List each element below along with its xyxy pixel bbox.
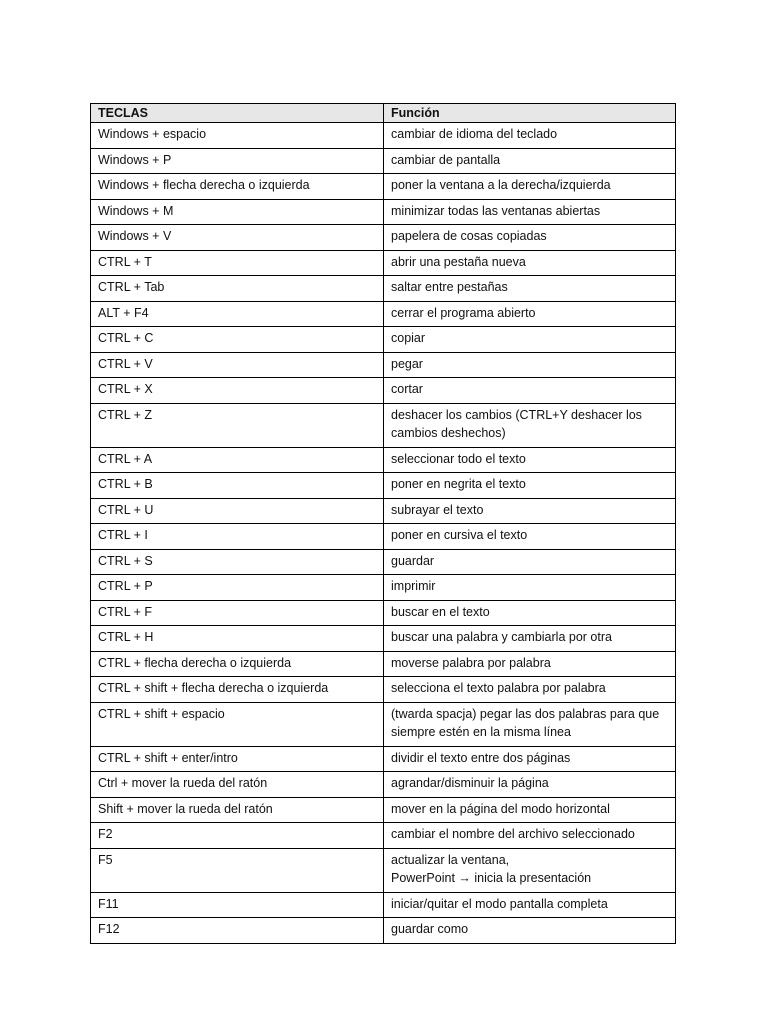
shortcut-keys-cell: Ctrl + mover la rueda del ratón [91,772,384,798]
shortcut-keys-cell: CTRL + shift + enter/intro [91,746,384,772]
shortcut-function-cell: (twarda spacja) pegar las dos palabras para que siempre estén en la misma línea [384,702,676,746]
shortcut-keys-cell: CTRL + V [91,352,384,378]
shortcut-function-cell: mover en la página del modo horizontal [384,797,676,823]
shortcut-keys-cell: CTRL + S [91,549,384,575]
shortcut-function-cell: subrayar el texto [384,498,676,524]
shortcut-keys-cell: CTRL + I [91,524,384,550]
table-row [91,174,676,200]
table-row [91,702,676,746]
table-header-row [91,104,676,123]
shortcut-keys-cell: F2 [91,823,384,849]
table-row [91,677,676,703]
table-row [91,651,676,677]
shortcut-keys-cell: ALT + F4 [91,301,384,327]
shortcut-function-cell: imprimir [384,575,676,601]
header-function: Función [384,104,676,123]
shortcut-function-cell: buscar en el texto [384,600,676,626]
shortcut-keys-cell: Windows + flecha derecha o izquierda [91,174,384,200]
shortcut-keys-cell: Windows + V [91,225,384,251]
table-row [91,746,676,772]
table-row [91,447,676,473]
shortcut-function-cell: moverse palabra por palabra [384,651,676,677]
shortcut-keys-cell: CTRL + F [91,600,384,626]
table-row [91,797,676,823]
table-row [91,626,676,652]
table-row [91,123,676,149]
table-row [91,225,676,251]
table-row [91,199,676,225]
shortcut-function-cell: guardar [384,549,676,575]
shortcut-keys-cell: CTRL + Z [91,403,384,447]
shortcut-function-cell: cambiar de pantalla [384,148,676,174]
table-row [91,498,676,524]
table-row [91,549,676,575]
shortcut-function-cell: minimizar todas las ventanas abiertas [384,199,676,225]
header-keys: TECLAS [91,104,384,123]
table-row [91,352,676,378]
table-row [91,575,676,601]
table-row [91,473,676,499]
shortcut-function-cell: poner en cursiva el texto [384,524,676,550]
shortcut-keys-cell: CTRL + T [91,250,384,276]
table-row [91,892,676,918]
shortcut-keys-cell: Windows + M [91,199,384,225]
shortcut-function-cell: deshacer los cambios (CTRL+Y deshacer los cambios deshechos) [384,403,676,447]
shortcut-function-cell: papelera de cosas copiadas [384,225,676,251]
shortcut-function-cell: copiar [384,327,676,353]
shortcut-keys-cell: CTRL + A [91,447,384,473]
table-row [91,301,676,327]
shortcut-keys-cell: Shift + mover la rueda del ratón [91,797,384,823]
shortcut-function-cell: actualizar la ventana, PowerPoint → inicia la presentación [384,848,676,892]
shortcut-function-cell: guardar como [384,918,676,944]
shortcut-keys-cell: F5 [91,848,384,892]
shortcut-keys-cell: CTRL + Tab [91,276,384,302]
shortcut-keys-cell: CTRL + X [91,378,384,404]
shortcut-keys-cell: CTRL + U [91,498,384,524]
table-row [91,918,676,944]
table-row [91,600,676,626]
shortcut-function-cell: buscar una palabra y cambiarla por otra [384,626,676,652]
shortcut-function-cell: pegar [384,352,676,378]
shortcut-function-cell: cerrar el programa abierto [384,301,676,327]
shortcut-keys-cell: CTRL + flecha derecha o izquierda [91,651,384,677]
table-row [91,250,676,276]
table-row [91,848,676,892]
shortcut-function-cell: cambiar el nombre del archivo seleccionado [384,823,676,849]
shortcut-keys-cell: F11 [91,892,384,918]
table-row [91,823,676,849]
shortcut-function-cell: cambiar de idioma del teclado [384,123,676,149]
table-row [91,772,676,798]
shortcut-keys-cell: CTRL + P [91,575,384,601]
shortcut-function-cell: seleccionar todo el texto [384,447,676,473]
shortcut-function-cell: iniciar/quitar el modo pantalla completa [384,892,676,918]
shortcut-function-cell: poner la ventana a la derecha/izquierda [384,174,676,200]
shortcuts-table [90,103,676,944]
shortcut-function-cell: selecciona el texto palabra por palabra [384,677,676,703]
table-row [91,148,676,174]
shortcut-function-cell: dividir el texto entre dos páginas [384,746,676,772]
shortcut-keys-cell: Windows + P [91,148,384,174]
table-row [91,276,676,302]
shortcut-keys-cell: CTRL + H [91,626,384,652]
shortcut-function-cell: agrandar/disminuir la página [384,772,676,798]
shortcut-function-cell: cortar [384,378,676,404]
shortcut-function-cell: abrir una pestaña nueva [384,250,676,276]
shortcut-keys-cell: F12 [91,918,384,944]
shortcut-keys-cell: CTRL + B [91,473,384,499]
table-row [91,327,676,353]
shortcut-keys-cell: CTRL + C [91,327,384,353]
shortcut-keys-cell: Windows + espacio [91,123,384,149]
shortcut-keys-cell: CTRL + shift + espacio [91,702,384,746]
shortcut-function-cell: poner en negrita el texto [384,473,676,499]
table-row [91,378,676,404]
table-body [91,123,676,944]
shortcut-function-cell: saltar entre pestañas [384,276,676,302]
table-row [91,403,676,447]
table-row [91,524,676,550]
shortcut-keys-cell: CTRL + shift + flecha derecha o izquierda [91,677,384,703]
